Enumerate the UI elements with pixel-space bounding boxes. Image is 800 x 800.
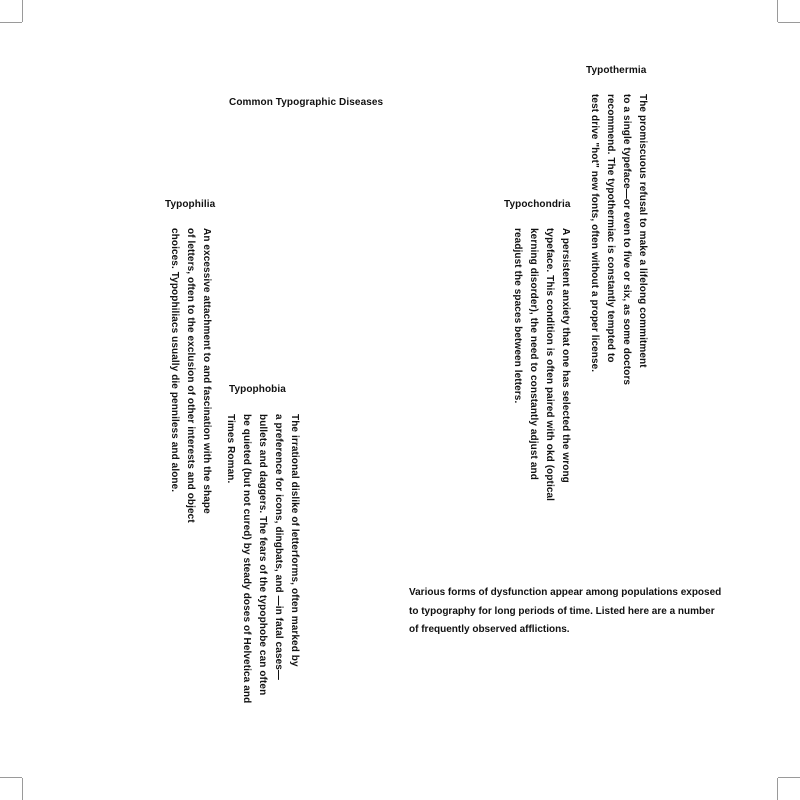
crop-mark bbox=[777, 778, 778, 800]
crop-mark bbox=[22, 778, 23, 800]
entry-heading-typophobia: Typophobia bbox=[229, 384, 286, 395]
entry-heading-typophilia: Typophilia bbox=[165, 199, 216, 210]
intro-paragraph: Various forms of dysfunction appear among populations exposed to typography for long periods of time. Listed here are a number of frequently observed afflictions. bbox=[409, 587, 722, 635]
entry-body-typothermia: The promiscuous refusal to make a lifelong commitment to a single typeface—or even to five or six, as some doctors recommend. The typothermiac is constantly tempted to test drive "hot" new fonts, often without a proper license. bbox=[589, 94, 648, 386]
crop-mark bbox=[778, 777, 800, 778]
entry-heading-typothermia: Typothermia bbox=[586, 65, 647, 76]
page-title: Common Typographic Diseases bbox=[229, 97, 384, 108]
entry-body-typochondria: A persistent anxiety that one has selected the wrong typeface. This condition is often paired with okd (optical kerning disorder), the need to constantly adjust and readjust the spaces between letters. bbox=[512, 228, 571, 502]
crop-mark bbox=[0, 777, 22, 778]
entry-heading-typochondria: Typochondria bbox=[504, 199, 571, 210]
entry-body-typophobia: The irrational dislike of letterforms, often marked by a preference for icons, dingbats, and —in fatal cases— bullets and daggers. The fears of the typophobe can often be quieted (but not cured) by steady doses of Helvetica and Times Roman. bbox=[225, 414, 300, 704]
crop-mark bbox=[777, 0, 778, 22]
entry-body-typophilia: An excessive attachment to and fascination with the shape of letters, often to the exclusion of other interests and object choices. Typophiliacs usually die penniless and alone. bbox=[169, 228, 212, 523]
crop-mark bbox=[778, 22, 800, 23]
crop-mark bbox=[22, 0, 23, 22]
crop-mark bbox=[0, 22, 22, 23]
